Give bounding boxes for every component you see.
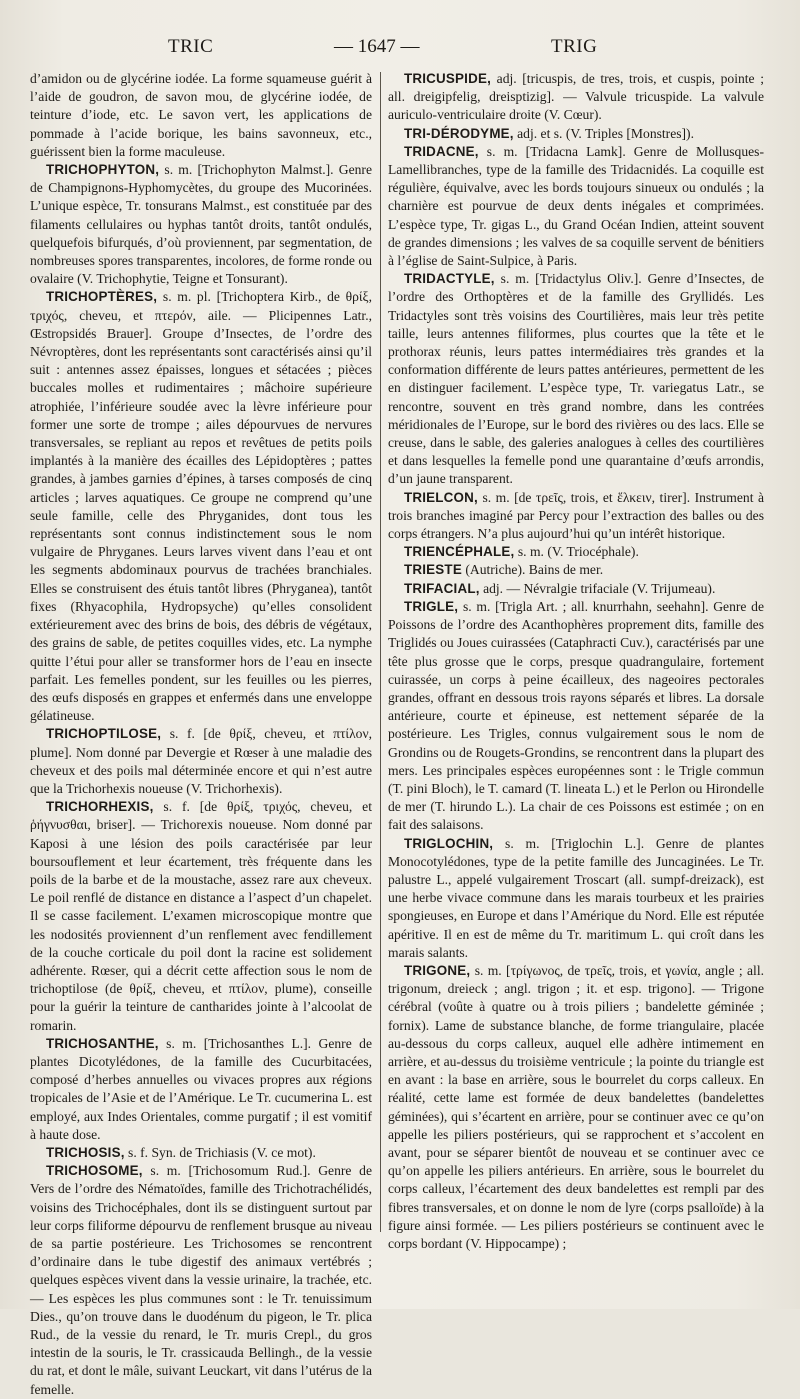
entry-definition: adj. — Névralgie trifaciale (V. Trijumeau). [483, 580, 716, 596]
header-left-guideword: TRIC [168, 36, 214, 57]
dictionary-entry [30, 1144, 372, 1162]
entry-definition: s. m. (V. Triocéphale). [517, 544, 639, 560]
dictionary-entry [30, 1035, 372, 1144]
dictionary-entry [388, 835, 764, 962]
entry-definition: adj. [tricuspis, de tres, trois, et cuspis, pointe ; all. dreigipfelig, dreisptizig]. — Valvule tricuspide. La valvule auriculo-ventriculaire droite (V. Cœur). [388, 71, 764, 123]
entry-definition: s. m. pl. [Trichoptera Kirb., de θρίξ, τριχός, cheveu, et πτερόν, aile. — Plicipennes Latr., Œstropsidés Brauer]. Groupe d’Insectes, de l’ordre des Névroptères, dont les représentants sont caractérisés ainsi qu’il suit : antennes assez épaisses, longues et sétacées ; pièces buccales molles et rudimentaires ; mâchoire supérieure atrophiée, l’inférieure soudée avec la lèvre inférieure pour former une sorte de trompe ; ailes dépourvues de nervures transversales, se repliant au repos et revêtues de petits poils implantés à la manière des écailles des Lépidoptères ; pattes grandes, à jambes garnies d’épines, à tarses composés de cinq articles ; larves aquatiques. Ce groupe ne comprend qu’une seule famille, celle des Phryganides, dont tous les représentants sont connus indistinctement sous le nom vulgaire de Phryganes. Leurs larves vivent dans l’eau et ont les segments abdominaux pourvus de trachées branchiales. Elles se construisent des étuis tantôt libres (Phryganea), tantôt fixes (Rhyacophila, Hydropsyche) qu’elles consolident extérieurement avec des brins de bois, des débris de végétaux, des grains de sable, de petites coquilles vides, etc. La nymphe quitte l’étui pour aller se transformer hors de l’eau en insecte parfait. Les femelles pondent, sur les feuilles ou les pierres, des œufs disposés en grappes et enfermés dans une enveloppe gélatineuse. [30, 289, 372, 724]
entry-headword: TRIENCÉPHALE, [404, 544, 515, 560]
entry-headword: TRIDACNE, [404, 143, 479, 159]
dictionary-entry [30, 161, 372, 288]
column-divider [380, 72, 381, 1232]
page-header [0, 36, 800, 66]
dictionary-entry [388, 580, 764, 598]
entry-definition: s. m. [Trichosanthes L.]. Genre de plantes Dicotylédones, de la famille des Cucurbitacées, composé d’herbes annuelles ou vivaces propres aux régions tropicales de l’Asie et de l’Amérique. Le Tr. cucumerina L. est employé, aux Indes Orientales, comme purgatif ; il est vomitif à haute dose. [30, 1035, 372, 1142]
right-entries [388, 70, 764, 1253]
entry-definition: s. m. [Tridactylus Oliv.]. Genre d’Insectes, de l’ordre des Orthoptères et de la famille des Gryllidés. Les Tridactyles sont très voisins des Courtilières, mais leur très petite taille, leurs antennes filiformes, plus courtes que la tête et le prothorax réunis, leurs pattes intermédiaires très grandes et la conformation différente de leurs pattes antérieures, permettent de les en distinguer facilement. L’espèce type, Tr. variegatus Latr., se rencontre, souvent en très grand nombre, dans les contrées méridionales de l’Europe, sur le bord des rivières ou des lacs. Elle se creuse, dans le sable, des galeries analogues à celles des courtilières et dans lesquelles la femelle pond une quarantaine d’œufs arrondis, d’un jaune transparent. [388, 271, 764, 487]
entry-definition: s. m. [de τρεῖς, trois, et ἕλκειν, tirer]. Instrument à trois branches imaginé par Percy pour l’extraction des balles ou des corps étrangers. N’a plus aujourd’hui qu’un intérêt historique. [388, 489, 764, 542]
dictionary-entry [388, 70, 764, 125]
entry-headword: TRI-DÉRODYME, [404, 125, 514, 141]
dictionary-entry [388, 125, 764, 143]
entry-headword: TRIGONE, [404, 962, 471, 978]
right-column [388, 70, 765, 1251]
dictionary-entry [388, 543, 764, 561]
entry-headword: TRIGLOCHIN, [404, 835, 494, 851]
entry-headword: TRIDACTYLE, [404, 271, 495, 287]
header-right-guideword: TRIG [551, 36, 598, 57]
dictionary-entry [388, 561, 764, 579]
entry-definition: adj. et s. (V. Triples [Monstres]). [517, 125, 694, 141]
entry-headword: TRICHOSIS, [46, 1144, 125, 1160]
dictionary-entry [388, 489, 764, 544]
entry-definition: (Autriche). Bains de mer. [465, 562, 604, 578]
dictionary-entry [388, 270, 764, 488]
entry-headword: TRIGLE, [404, 598, 459, 614]
entry-definition: s. m. [Tridacna Lamk]. Genre de Mollusques-Lamellibranches, type de la famille des Tridacnidés. La coquille est régulière, équivalve, avec les bords toujours sinueux ou ondulés ; la charnière est pourvue de deux dents inégales et comprimées. L’espèce type, Tr. gigas L., du Grand Océan Indien, atteint souvent de grandes dimensions ; les valves de sa coquille servent de bénitiers à l’église de Saint-Sulpice, à Paris. [388, 143, 764, 269]
dictionary-entry [30, 288, 372, 725]
left-column [30, 70, 373, 1397]
entry-headword: TRIESTE [404, 562, 462, 578]
page-number: — 1647 — [334, 36, 420, 57]
entry-headword: TRICUSPIDE, [404, 71, 492, 86]
entry-headword: TRICHOSOME, [46, 1163, 143, 1179]
entry-definition: s. m. [Triglochin L.]. Genre de plantes Monocotylédones, type de la petite famille des Juncaginées. Le Tr. palustre L., appelé vulgairement Troscart (all. sumpf-dreizack), est une herbe vivace commune dans les marais tourbeux et les prairies spongieuses, en Europe et dans l’Amérique du Nord. Elle est réputée apéritive. Il en est de même du Tr. maritimum L. qui croît dans les marais salants. [388, 835, 765, 960]
entry-headword: TRIFACIAL, [404, 580, 480, 596]
entry-headword: TRICHOSANTHE, [46, 1035, 159, 1051]
dictionary-entry [388, 962, 764, 1253]
dictionary-entry [388, 143, 764, 270]
entry-definition: s. f. [de θρίξ, cheveu, et πτίλον, plume]. Nom donné par Devergie et Rœser à une maladie des cheveux et des poils mal déterminée encore et qui n’est autre que la Trichorhexis noueuse (V. Trichorhexis). [30, 726, 373, 796]
dictionary-entry [30, 1162, 372, 1399]
entry-definition: s. m. [Trigla Art. ; all. knurrhahn, seehahn]. Genre de Poissons de l’ordre des Acanthophères proprement dits, famille des Triglidés ou Joues cuirassées (Cataphracti Cuv.), caractérisés par une tête plus grosse que le corps, presque quadrangulaire, fortement cuirassée, un corps à peine écailleux, des nageoires pectorales grandes, offrant en dessous trois rayons séparés et libres. La dorsale antérieure, courte et épineuse, est nettement séparée de la postérieure. Les Trigles, connus vulgairement sous le nom de Grondins ou de Rougets-Grondins, se rencontrent dans la plupart des mers. Les principales espèces européennes sont : le Trigle commun (T. pini Bloch), le T. camard (T. lineata L.) et le Perlon ou Hirondelle de mer (T. hirundo L.). La chair de ces Poissons est estimée ; on en fait des salaisons. [388, 598, 764, 833]
entry-definition: s. f. [de θρίξ, τριχός, cheveu, et ῥήγνυσθαι, briser]. — Trichorexis noueuse. Nom donné par Kaposi à une lésion des poils caractérisée par leur boursouflement et leur écartement, très fréquente dans les poils de la barbe et de la moustache, assez rare aux cheveux. Le poil renflé de distance en distance a l’aspect d’un chapelet. Il se casse facilement. L’examen microscopique montre que les nodosités proviennent d’un renflement avec fendillement de la couche corticale du poil dont la racine est solidement adhérente. Rœser, qui a décrit cette affection sous le nom de trichoptilose (de θρίξ, cheveu, et πτίλον, plume), conseille pour la guérir la teinture de cantharides jointe à l’alcoolat de romarin. [30, 799, 372, 1033]
entry-definition: s. m. [Trichophyton Malmst.]. Genre de Champignons-Hyphomycètes, du groupe des Mucorinées. L’unique espèce, Tr. tonsurans Malmst., est constituée par des filaments cellulaires ou hyphas tantôt droits, tantôt ondulés, quelquefois bifurqués, d’où proviennent, par segmentation, de nombreuses spores transparentes, incolores, de forme ronde ou ovalaire (V. Trichophytie, Teigne et Tonsurant). [30, 162, 372, 287]
entry-definition: s. m. [τρίγωνος, de τρεῖς, trois, et γωνία, angle ; all. trigonum, dreieck ; angl. trigon ; it. et esp. trigono]. — Trigone cérébral (voûte à quatre ou à trois piliers ; bandelette géminée ; fornix). Lame de substance blanche, de forme triangulaire, placée au-dessous du corps calleux, auquel elle adhère intimement en arrière, et au-dessus du troisième ventricule ; la pointe du triangle est en avant : la base en arrière, sous le bourrelet du corps calleux. En réalité, cette lame est formée de deux bandelettes (bandelettes géminées), qui s’écartent en arrière, pour se continuer avec ce qu’on appelle les piliers postérieurs, qui se rapprochent et s’accolent en avant, pour se séparer bientôt de nouveau et se continuer avec ce qu’on appelle les piliers antérieurs. En arrière, sous le bourrelet du corps calleux, l’écartement des deux bandelettes est rempli par des fibres transversales, et on donne le nom de lyre (corps psalloïde) à la figure ainsi formée. — Les piliers postérieurs se continuent avec le corps bordant (V. Hippocampe) ; [388, 962, 764, 1251]
continuation-text: d’amidon ou de glycérine iodée. La forme squameuse guérit à l’aide de goudron, de savon mou, de glycérine iodée, de teinture d’iode, etc. Le savon vert, les applications de pommade à l’acide borique, les bains savonneux, etc., guérissent bien la forme maculeuse. [30, 71, 372, 159]
dictionary-entry [30, 798, 372, 1035]
dictionary-entry [388, 598, 764, 835]
entry-headword: TRICHOPHYTON, [46, 162, 160, 178]
entry-definition: s. f. Syn. de Trichiasis (V. ce mot). [128, 1144, 316, 1160]
dictionary-entry [30, 725, 372, 798]
entry-headword: TRICHORHEXIS, [46, 799, 154, 815]
entry-headword: TRICHOPTILOSE, [46, 726, 162, 742]
entry-definition: s. m. [Trichosomum Rud.]. Genre de Vers de l’ordre des Nématoïdes, famille des Trichotrachélidés, voisins des Trichocéphales, dont ils se distinguent surtout par leur corps filiforme dépourvu de renflement brusque au niveau de sa partie postérieure. Les Trichosomes se rencontrent d’ordinaire dans le tube digestif des animaux vertébrés ; quelques espèces vivent dans la vessie urinaire, la trachée, etc. — Les espèces les plus communes sont : le Tr. tenuissimum Dies., qu’on trouve dans le duodénum du pigeon, le Tr. plica Rud., de la vessie du renard, le Tr. muris Crepl., du gros intestin de la souris, le Tr. crassicauda Bellingh., de la vessie du rat, et dont le mâle, suivant Leuckart, vit dans l’utérus de la femelle. [30, 1163, 372, 1397]
entry-headword: TRIELCON, [404, 489, 478, 505]
left-entries [30, 161, 372, 1399]
entry-headword: TRICHOPTÈRES, [46, 289, 158, 305]
